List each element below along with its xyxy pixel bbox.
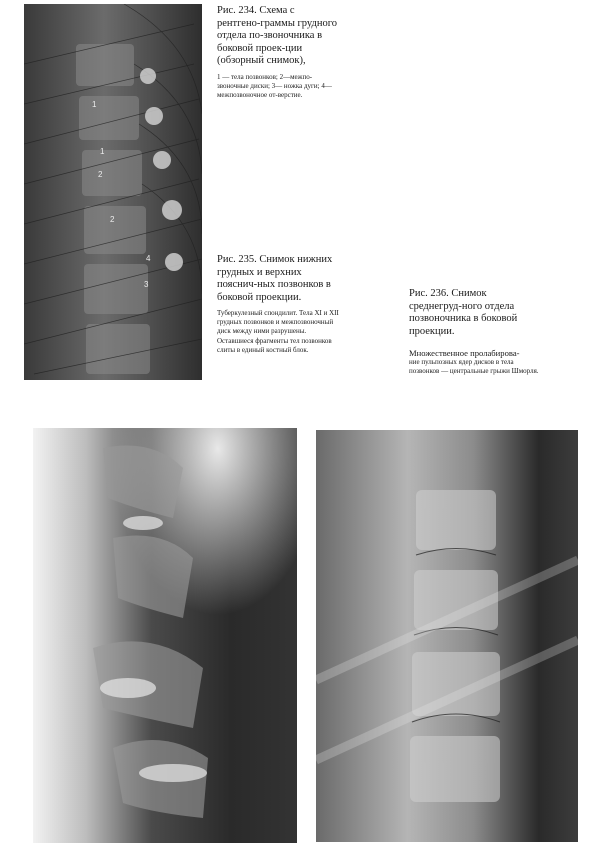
figure-236-text-lead: Множественное пролабирова- — [409, 348, 520, 358]
figure-236-title: Рис. 236. Снимок среднегруд-ного отдела позвоночника в боковой проекции. — [409, 288, 518, 337]
label-pedicle-3: 3 — [144, 280, 149, 289]
figure-235-caption — [217, 254, 341, 355]
figure-234-legend: 1 — тела позвонков; 2—межпо-звоночные диски; 3— ножка дуги; 4— межпозвоночное от-верстие. — [217, 72, 332, 99]
figure-234-caption — [217, 5, 339, 100]
figure-234-title: Рис. 234. Схема с рентгено-граммы грудного отдела по-звоночника в боковой проек-ции (обзорный снимок), — [217, 5, 338, 66]
label-disc-2b: 2 — [110, 215, 115, 224]
label-vertebral-body-1b: 1 — [100, 147, 105, 156]
figure-236-text: ние пульпозных ядер дисков в тела позвонков — центральные грыжи Шморля. — [409, 358, 539, 376]
label-foramen-4: 4 — [146, 254, 151, 263]
figure-236-caption — [409, 288, 539, 376]
figure-236-xray — [316, 430, 578, 842]
figure-235-title: Рис. 235. Снимок нижних грудных и верхних пояснич-ных позвонков в боковой проекции. — [217, 254, 333, 303]
figure-234-xray-schematic — [24, 4, 202, 380]
figure-235-xray — [33, 428, 297, 843]
label-disc-2: 2 — [98, 170, 103, 179]
label-vertebral-body-1: 1 — [92, 100, 97, 109]
figure-235-text: Туберкулезный спондилит. Тела XI и XII грудных позвонков и межпозвоночный диск между ними разрушены. Оставшиеся фрагменты тел позвонков слиты в единый костный блок. — [217, 309, 339, 354]
